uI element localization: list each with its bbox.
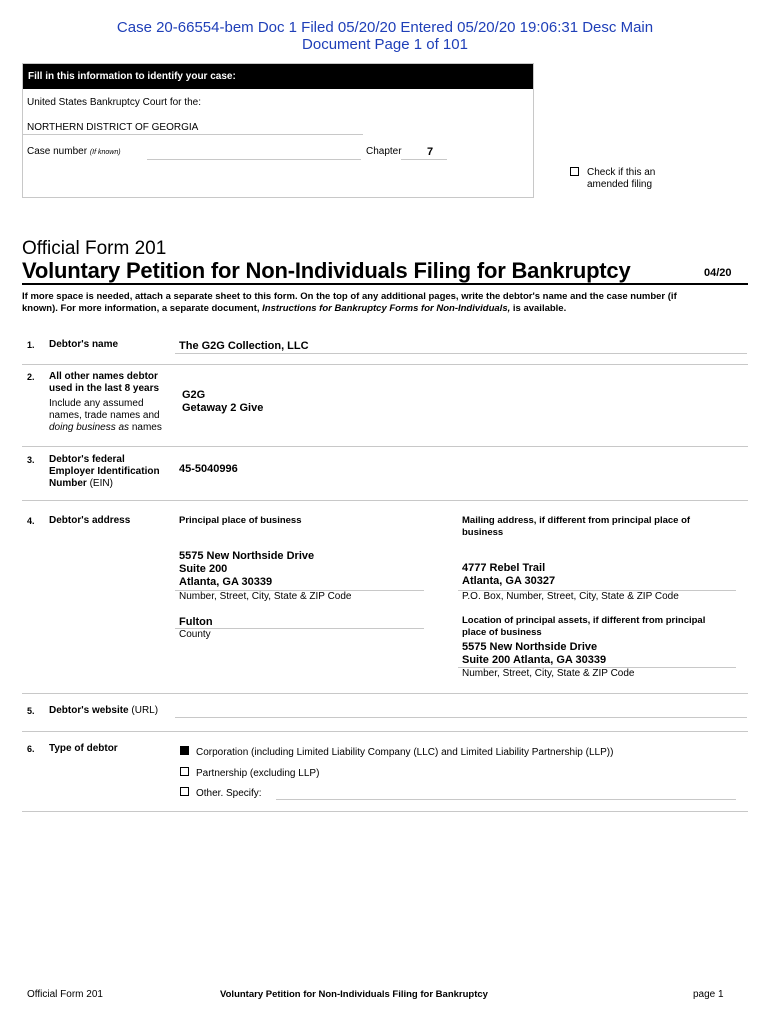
other-checkbox[interactable] bbox=[180, 787, 189, 796]
partnership-checkbox[interactable] bbox=[180, 767, 189, 776]
corporation-checkbox[interactable] bbox=[180, 746, 189, 755]
case-stamp-line1: Case 20-66554-bem Doc 1 Filed 05/20/20 Entered 05/20/20 19:06:31 Desc Main bbox=[116, 19, 654, 36]
assets-line1: 5575 New Northside Drive bbox=[462, 641, 598, 653]
title-rule bbox=[22, 283, 748, 285]
form-instructions bbox=[22, 291, 752, 315]
item-2-label bbox=[49, 371, 162, 434]
instructions-line2 bbox=[22, 303, 752, 315]
partnership-label: Partnership (excluding LLP) bbox=[196, 768, 320, 779]
county-underline bbox=[175, 628, 424, 629]
item-5-number: 5. bbox=[27, 706, 35, 716]
item-3-label-d: (EIN) bbox=[86, 478, 113, 489]
item-2-label-e-ital: doing business as bbox=[49, 422, 130, 433]
item-2-number: 2. bbox=[27, 372, 35, 382]
mailing-line1: 4777 Rebel Trail bbox=[462, 562, 546, 574]
mailing-address bbox=[462, 562, 555, 588]
item-6-label: Type of debtor bbox=[49, 743, 118, 754]
item-3-label-a: Debtor's federal bbox=[49, 454, 125, 465]
other-name-1: G2G bbox=[182, 389, 206, 401]
chapter-underline bbox=[401, 159, 447, 160]
item-3-number: 3. bbox=[27, 455, 35, 465]
assets-caption: Number, Street, City, State & ZIP Code bbox=[462, 668, 635, 679]
item-4-number: 4. bbox=[27, 516, 35, 526]
ein-value: 45-5040996 bbox=[179, 463, 238, 475]
item-3-label-c: Number bbox=[49, 478, 87, 489]
item-6-number: 6. bbox=[27, 744, 35, 754]
form-title: Voluntary Petition for Non-Individuals Filing for Bankruptcy bbox=[22, 258, 631, 283]
instr-c: Instructions for Bankruptcy Forms for Non-Individuals, bbox=[262, 303, 511, 314]
divider-5 bbox=[22, 731, 748, 732]
item-3-label-c-wrap bbox=[49, 478, 160, 490]
assets-line2: Suite 200 Atlanta, GA 30339 bbox=[462, 654, 607, 666]
case-number-field[interactable] bbox=[147, 159, 361, 160]
county-caption: County bbox=[179, 629, 211, 640]
corporation-label: Corporation (including Limited Liability Company (LLC) and Limited Liability Partnership (LLP)) bbox=[196, 747, 614, 758]
item-2-label-c: Include any assumed bbox=[49, 398, 144, 409]
item-3-label-b: Employer Identification bbox=[49, 466, 160, 477]
mailing-address-heading bbox=[462, 515, 742, 539]
item-5-label-b: (URL) bbox=[128, 705, 159, 716]
footer-page-number: page 1 bbox=[693, 989, 724, 1000]
divider-3 bbox=[22, 500, 748, 501]
court-label: United States Bankruptcy Court for the: bbox=[27, 97, 201, 108]
instructions-line1: If more space is needed, attach a separate sheet to this form. On the top of any additional pages, write the debtor's name and the case number (if bbox=[22, 291, 677, 302]
instr-b: known). For more information, a separate document, bbox=[22, 303, 263, 314]
divider-6 bbox=[22, 811, 748, 812]
amended-filing-label bbox=[587, 167, 655, 191]
item-5-label bbox=[49, 705, 158, 717]
debtor-name-underline bbox=[175, 353, 747, 354]
assets-location-heading bbox=[462, 615, 742, 639]
identify-case-header: Fill in this information to identify your case: bbox=[23, 64, 533, 89]
amended-line1: Check if this an bbox=[587, 167, 656, 178]
footer-form-name: Official Form 201 bbox=[27, 989, 103, 1000]
item-2-label-b: used in the last 8 years bbox=[49, 383, 160, 394]
item-1-label: Debtor's name bbox=[49, 339, 119, 350]
principal-place-heading: Principal place of business bbox=[179, 515, 302, 526]
item-1-number: 1. bbox=[27, 340, 35, 350]
other-specify-field[interactable] bbox=[276, 799, 736, 800]
mailing-head-a: Mailing address, if different from principal place of bbox=[462, 515, 691, 526]
assets-address bbox=[462, 641, 606, 667]
item-2-label-e bbox=[49, 422, 162, 434]
item-2-label-f: names bbox=[129, 422, 162, 433]
form-name: Official Form 201 bbox=[22, 238, 167, 259]
other-name-2: Getaway 2 Give bbox=[182, 402, 264, 414]
principal-line2: Suite 200 bbox=[179, 563, 228, 575]
case-number-note: (If known) bbox=[89, 149, 121, 156]
website-field[interactable] bbox=[175, 717, 747, 718]
district-underline bbox=[23, 134, 363, 135]
amended-filing-checkbox[interactable] bbox=[570, 167, 579, 176]
mailing-line2: Atlanta, GA 30327 bbox=[462, 575, 556, 587]
amended-line2: amended filing bbox=[587, 179, 653, 190]
loc-head-a: Location of principal assets, if different from principal bbox=[462, 615, 706, 626]
footer-title: Voluntary Petition for Non-Individuals Filing for Bankruptcy bbox=[220, 989, 488, 1000]
item-3-label bbox=[49, 454, 160, 490]
item-2-label-a: All other names debtor bbox=[49, 371, 158, 382]
loc-head-b: place of business bbox=[462, 627, 542, 638]
item-2-label-d: names, trade names and bbox=[49, 410, 160, 421]
district-value: NORTHERN DISTRICT OF GEORGIA bbox=[27, 122, 199, 133]
mailing-head-b: business bbox=[462, 527, 504, 538]
other-label: Other. Specify: bbox=[196, 788, 262, 799]
debtor-name-value: The G2G Collection, LLC bbox=[179, 340, 309, 352]
form-revision: 04/20 bbox=[704, 267, 732, 279]
principal-line1: 5575 New Northside Drive bbox=[179, 550, 315, 562]
county-value: Fulton bbox=[179, 616, 213, 628]
mailing-caption: P.O. Box, Number, Street, City, State & ZIP Code bbox=[462, 591, 679, 602]
item-4-label: Debtor's address bbox=[49, 515, 131, 526]
principal-address bbox=[179, 550, 314, 589]
case-number-label-text: Case number bbox=[27, 146, 88, 157]
case-number-label bbox=[27, 146, 121, 157]
item-5-label-a: Debtor's website bbox=[49, 705, 129, 716]
chapter-label: Chapter bbox=[366, 146, 402, 157]
case-stamp-line2: Document Page 1 of 101 bbox=[302, 36, 468, 53]
divider-4 bbox=[22, 693, 748, 694]
divider-2 bbox=[22, 446, 748, 447]
chapter-value: 7 bbox=[427, 146, 434, 158]
principal-caption: Number, Street, City, State & ZIP Code bbox=[179, 591, 352, 602]
instr-d: is available. bbox=[510, 303, 567, 314]
principal-line3: Atlanta, GA 30339 bbox=[179, 576, 273, 588]
divider-1 bbox=[22, 364, 748, 365]
